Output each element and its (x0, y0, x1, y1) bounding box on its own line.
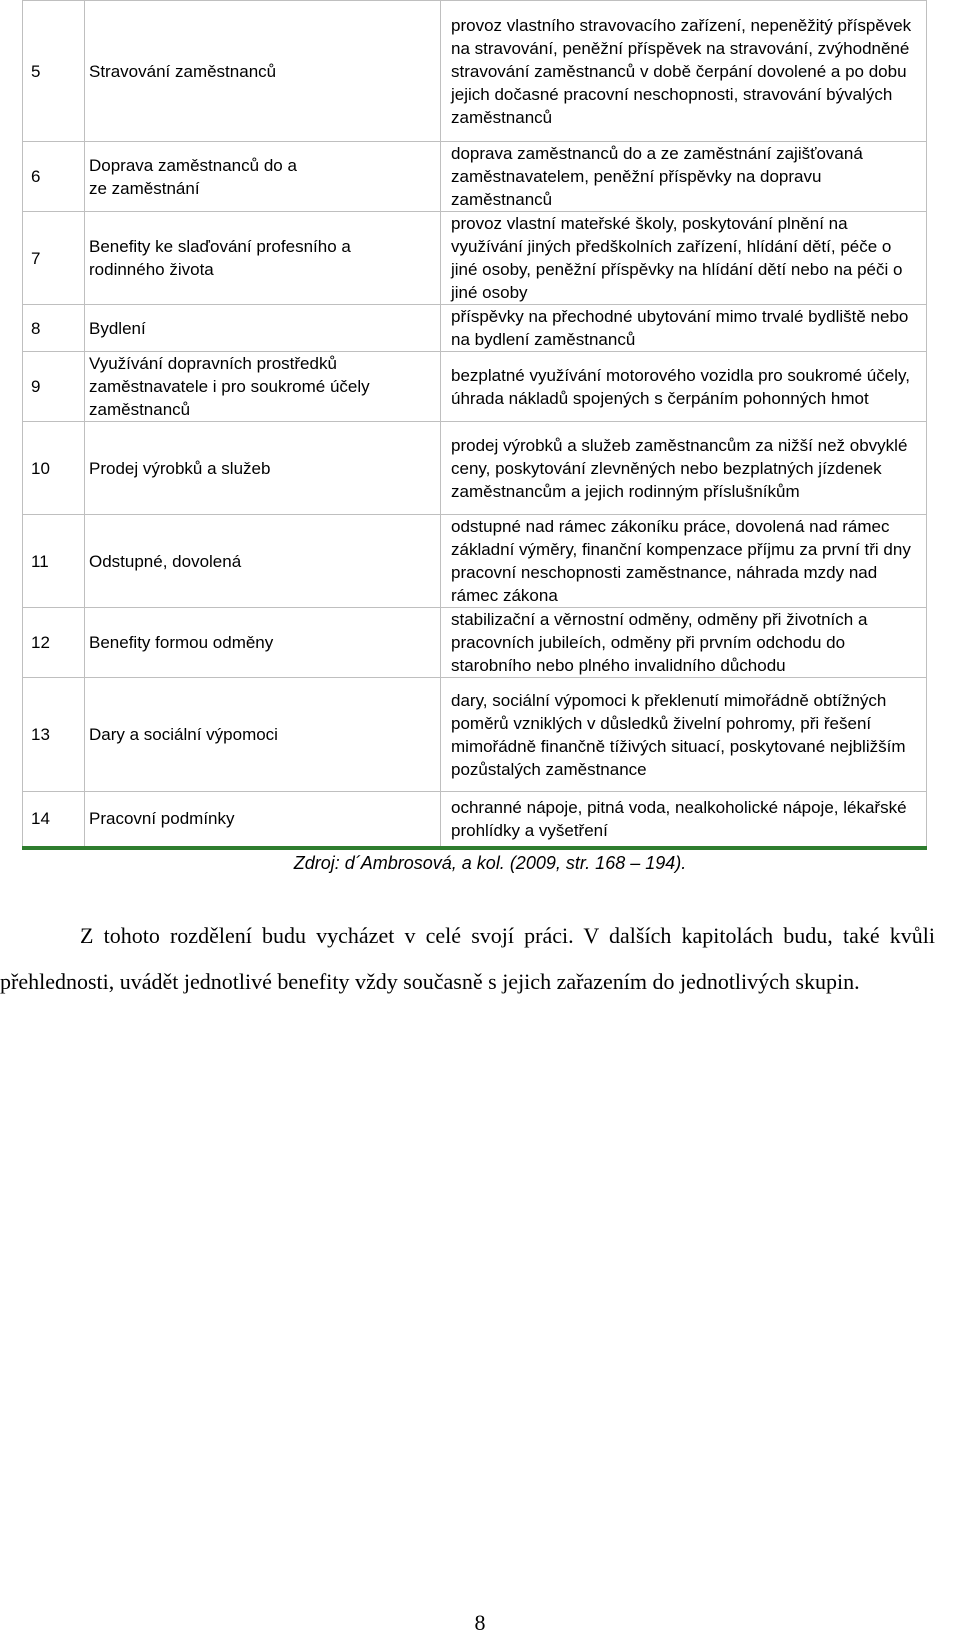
benefit-category (85, 352, 441, 422)
table-row (23, 305, 927, 352)
benefit-description: ochranné nápoje, pitná voda, nealkoholické nápoje, lékařské prohlídky a vyšetření (441, 792, 927, 848)
benefit-category: Pracovní podmínky (85, 792, 441, 848)
table-source-caption: Zdroj: d´Ambrosová, a kol. (2009, str. 168 – 194). (293, 853, 687, 873)
row-number: 13 (23, 678, 85, 792)
benefit-category: Dary a sociální výpomoci (85, 678, 441, 792)
row-number: 9 (23, 352, 85, 422)
benefit-description: prodej výrobků a služeb zaměstnancům za nižší než obvyklé ceny, poskytování zlevněných nebo bezplatných jízdenek zaměstnancům a jejich rodinným příslušníkům (441, 422, 927, 515)
benefit-category-text: Benefity ke slaďování profesního a rodinného života (89, 237, 351, 279)
benefit-category: Bydlení (85, 305, 441, 352)
benefit-description: provoz vlastního stravovacího zařízení, nepeněžitý příspěvek na stravování, peněžní příspěvek na stravování, zvýhodněné stravování zaměstnanců v době čerpání dovolené a po dobu jejich dočasné pracovní neschopnosti, stravování bývalých zaměstnanců (441, 1, 927, 142)
benefit-description: doprava zaměstnanců do a ze zaměstnání zajišťovaná zaměstnavatelem, peněžní příspěvky na dopravu zaměstnanců (441, 142, 927, 212)
table-row (23, 792, 927, 848)
row-number: 14 (23, 792, 85, 848)
benefit-description: provoz vlastní mateřské školy, poskytování plnění na využívání jiných předškolních zařízení, hlídání dětí, péče o jiné osoby, peněžní příspěvky na hlídání dětí nebo na péči o jiné osoby (441, 212, 927, 305)
benefit-description: bezplatné využívání motorového vozidla pro soukromé účely, úhrada nákladů spojených s čerpáním pohonných hmot (441, 352, 927, 422)
table-row (23, 1, 927, 142)
table-row (23, 422, 927, 515)
row-number: 7 (23, 212, 85, 305)
table-row (23, 608, 927, 678)
benefit-category (85, 212, 441, 305)
benefit-description: příspěvky na přechodné ubytování mimo trvalé bydliště nebo na bydlení zaměstnanců (441, 305, 927, 352)
table-row (23, 212, 927, 305)
benefit-category: Benefity formou odměny (85, 608, 441, 678)
row-number: 11 (23, 515, 85, 608)
benefit-category (85, 142, 441, 212)
benefits-table (22, 0, 927, 850)
table-row (23, 678, 927, 792)
benefit-description: stabilizační a věrnostní odměny, odměny při životních a pracovních jubileích, odměny při prvním odchodu do starobního nebo plného invalidního důchodu (441, 608, 927, 678)
row-number: 12 (23, 608, 85, 678)
row-number: 6 (23, 142, 85, 212)
table-row (23, 142, 927, 212)
benefit-description: odstupné nad rámec zákoníku práce, dovolená nad rámec základní výměry, finanční kompenzace příjmu za první tři dny pracovní neschopnosti zaměstnance, náhrada mzdy nad rámec zákona (441, 515, 927, 608)
row-number: 8 (23, 305, 85, 352)
body-paragraph (0, 913, 935, 1005)
benefit-category: Odstupné, dovolená (85, 515, 441, 608)
benefit-category-text: Doprava zaměstnanců do a ze zaměstnání (89, 155, 297, 198)
row-number: 5 (23, 1, 85, 142)
row-number: 10 (23, 422, 85, 515)
benefit-description: dary, sociální výpomoci k překlenutí mimořádně obtížných poměrů vzniklých v důsledků živelní pohromy, při řešení mimořádně finančně tíživých situací, poskytované nejbližším pozůstalých zaměstnance (441, 678, 927, 792)
benefit-category-text: Využívání dopravních prostředků zaměstnavatele i pro soukromé účely zaměstnanců (89, 354, 370, 419)
benefit-category: Prodej výrobků a služeb (85, 422, 441, 515)
table-row (23, 515, 927, 608)
page-number: 8 (474, 1610, 486, 1635)
benefit-category: Stravování zaměstnanců (85, 1, 441, 142)
table-row (23, 352, 927, 422)
body-paragraph-text: Z tohoto rozdělení budu vycházet v celé svojí práci. V dalších kapitolách budu, také kvůli přehlednosti, uvádět jednotlivé benefity vždy současně s jejich zařazením do jednotlivých skupin. (0, 923, 935, 994)
